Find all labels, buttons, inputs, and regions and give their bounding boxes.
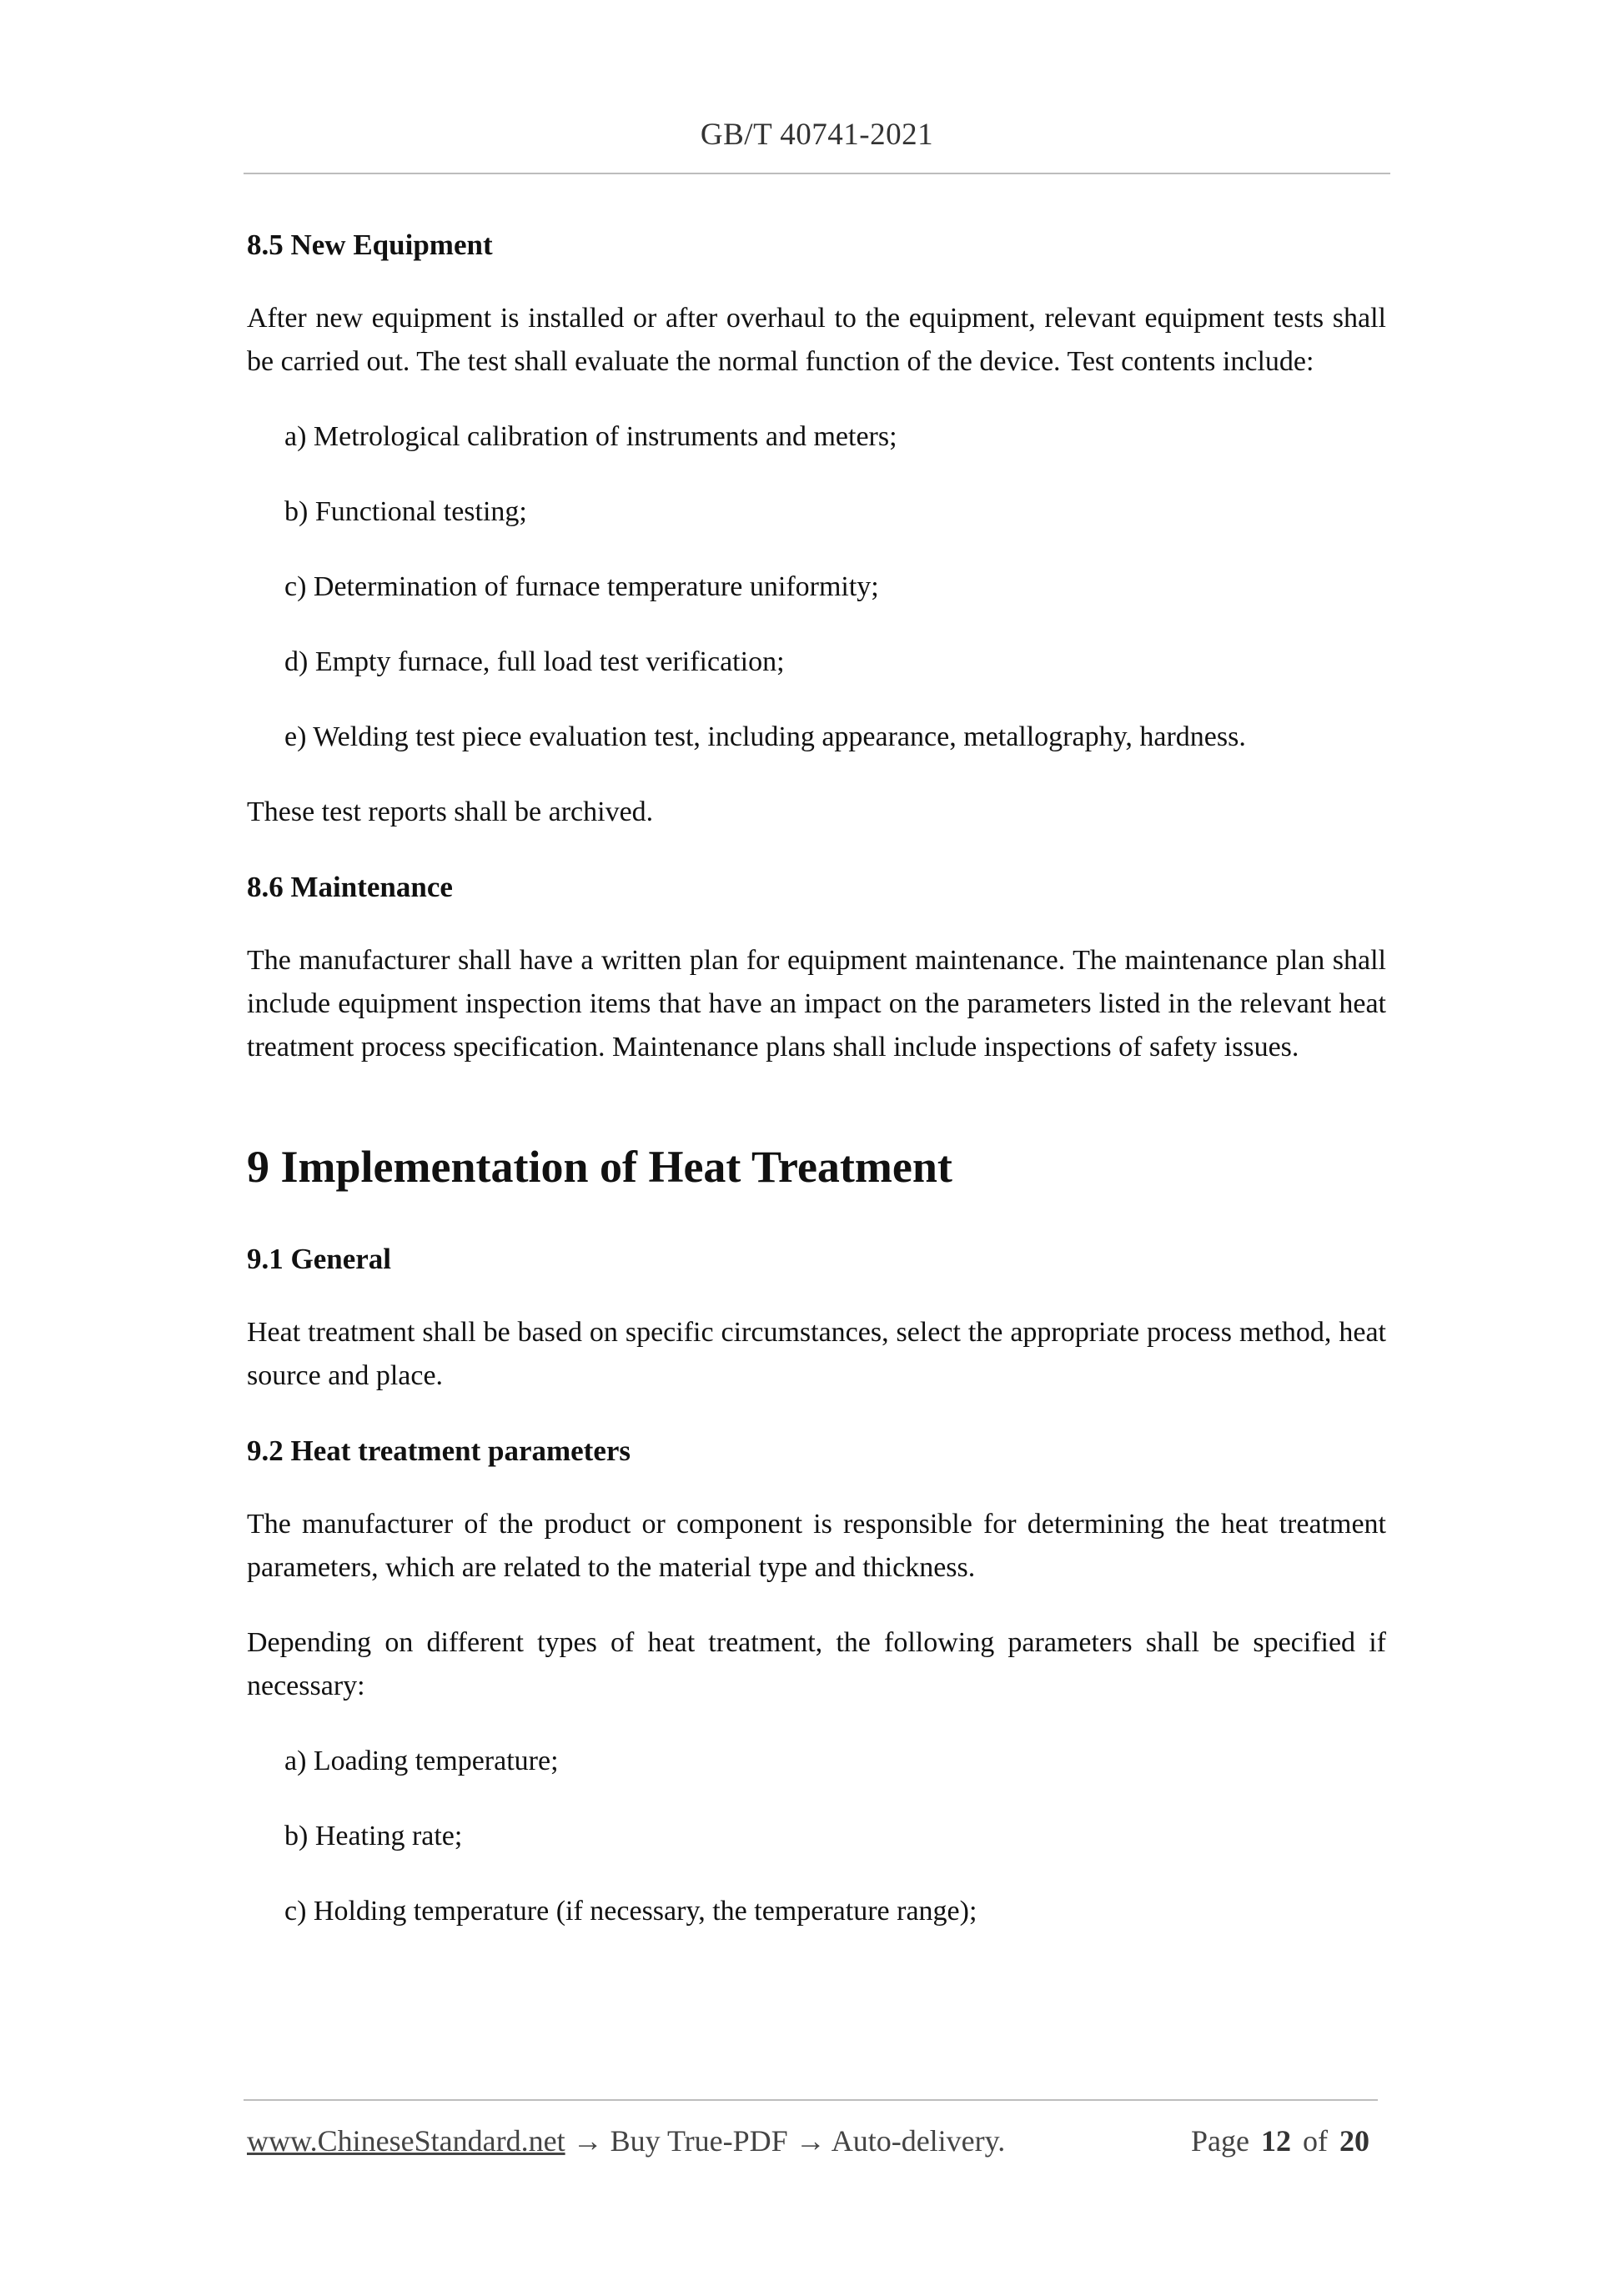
list-item-9-2-b: b) Heating rate;	[284, 1821, 463, 1851]
paragraph-8-5-closing: These test reports shall be archived.	[247, 796, 654, 827]
arrow-right-icon: →	[795, 2124, 826, 2158]
page-total: 20	[1339, 2124, 1369, 2158]
list-item-9-2-c: c) Holding temperature (if necessary, the temperature range);	[284, 1896, 977, 1927]
paragraph-8-5-intro: After new equipment is installed or after overhaul to the equipment, relevant equipment tests shall be carried out. The test shall evaluate the normal function of the device. Test contents include:	[247, 303, 1386, 377]
arrow-right-icon: →	[572, 2124, 603, 2158]
paragraph-9-2-body-2: Depending on different types of heat treatment, the following parameters shall be specified if necessary:	[247, 1627, 1386, 1701]
of-word: of	[1303, 2124, 1328, 2158]
buy-label: Buy True-PDF	[610, 2124, 788, 2158]
list-item-8-5-d: d) Empty furnace, full load test verification;	[284, 646, 785, 677]
list-item-8-5-b: b) Functional testing;	[284, 496, 527, 527]
section-heading-8-6: 8.6 Maintenance	[247, 871, 453, 903]
paragraph-9-2-body-1: The manufacturer of the product or component is responsible for determining the heat treatment parameters, which are related to the material type and thickness.	[247, 1509, 1386, 1583]
page-number: 12	[1261, 2124, 1291, 2158]
list-item-9-2-a: a) Loading temperature;	[284, 1746, 559, 1776]
page-header: GB/T 40741-2021	[700, 118, 934, 152]
paragraph-8-6-body: The manufacturer shall have a written plan for equipment maintenance. The maintenance plan shall include equipment inspection items that have an impact on the parameters listed in the relevant heat treatment process specification. Maintenance plans shall include inspections of safety issues.	[247, 945, 1386, 1063]
section-heading-9-2: 9.2 Heat treatment parameters	[247, 1434, 631, 1467]
header-divider	[244, 173, 1390, 174]
page-word: Page	[1191, 2124, 1249, 2158]
footer-promo	[247, 2120, 1005, 2162]
page-counter	[1191, 2120, 1369, 2162]
list-item-8-5-e: e) Welding test piece evaluation test, including appearance, metallography, hardness.	[284, 721, 1246, 752]
footer-divider	[244, 2099, 1378, 2101]
site-link[interactable]: www.ChineseStandard.net	[247, 2124, 565, 2158]
list-item-8-5-c: c) Determination of furnace temperature uniformity;	[284, 571, 879, 602]
section-heading-8-5: 8.5 New Equipment	[247, 229, 493, 261]
delivery-label: Auto-delivery.	[831, 2124, 1006, 2158]
paragraph-9-1-body: Heat treatment shall be based on specific circumstances, select the appropriate process method, heat source and place.	[247, 1317, 1386, 1391]
chapter-heading-9: 9 Implementation of Heat Treatment	[247, 1142, 952, 1192]
list-item-8-5-a: a) Metrological calibration of instruments and meters;	[284, 421, 897, 452]
section-heading-9-1: 9.1 General	[247, 1243, 392, 1275]
page-content	[247, 224, 1386, 1965]
